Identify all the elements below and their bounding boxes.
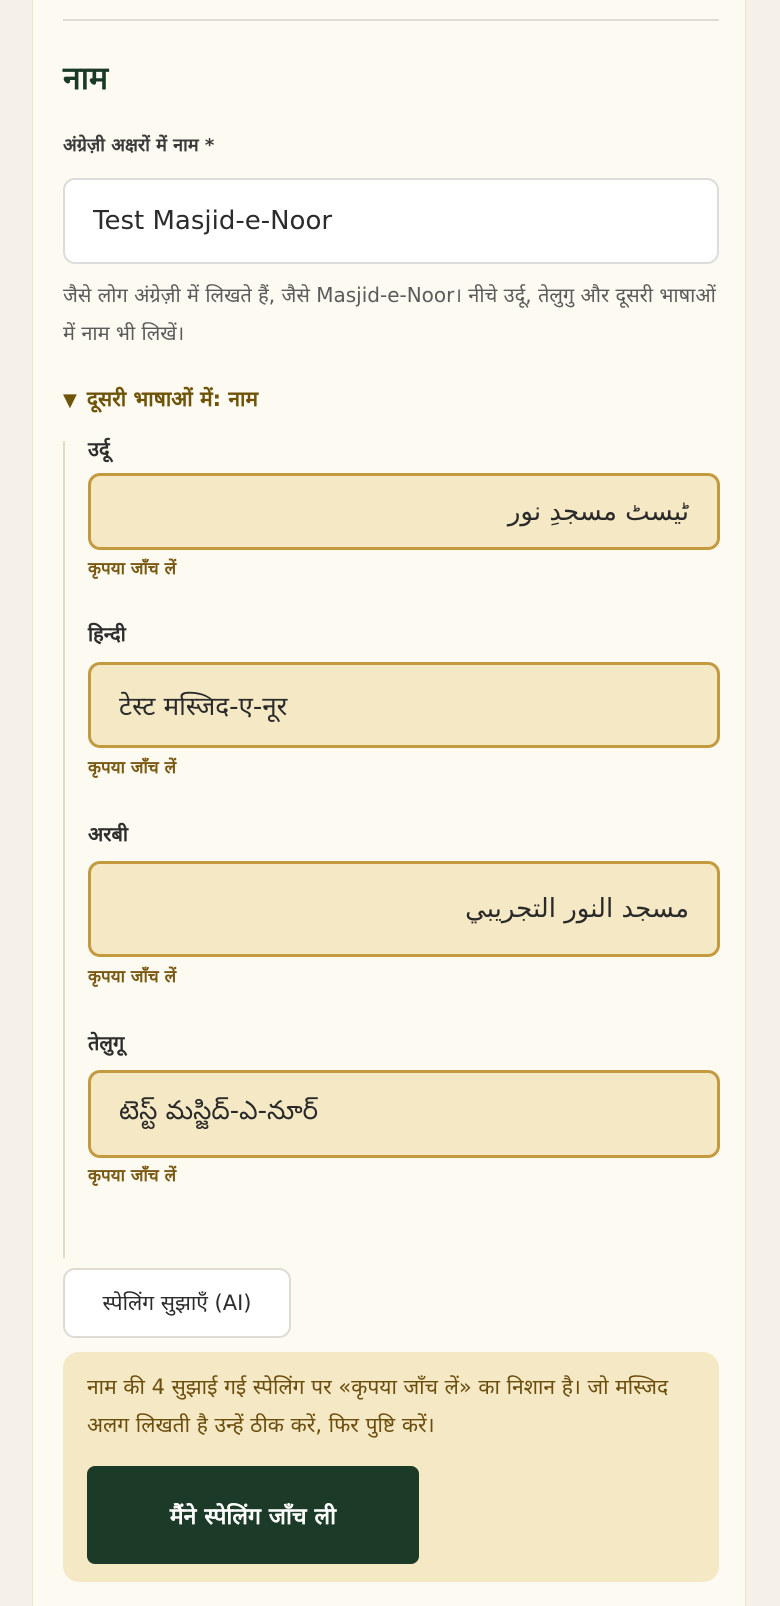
arabic-name-input[interactable] [88,861,720,957]
name-card [32,0,746,1606]
language-fields-group [63,441,65,1258]
other-languages-toggle[interactable] [63,386,258,414]
arabic-label: अरबी [88,822,129,846]
spelling-check-notice-text: नाम की 4 सुझाई गई स्पेलिंग पर «कृपया जाँच लें» का निशान है। जो मस्जिद अलग लिखती है उन्हें ठीक करें, फिर पुष्टि करें। [87,1375,669,1437]
telugu-label: तेलुगू [88,1031,125,1055]
suggest-spelling-button[interactable]: स्पेलिंग सुझाएँ (AI) [63,1268,291,1338]
telugu-name-input[interactable] [88,1070,720,1158]
hindi-label: हिन्दी [88,622,126,646]
urdu-check-note: कृपया जाँच लें [88,559,177,579]
confirm-spelling-button[interactable]: मैंने स्पेलिंग जाँच ली [87,1466,419,1564]
urdu-label: उर्दू [88,437,110,461]
english-name-input[interactable] [63,178,719,264]
hindi-check-note: कृपया जाँच लें [88,758,177,778]
section-divider [63,19,719,21]
english-name-help-text: जैसे लोग अंग्रेज़ी में लिखते हैं, जैसे Masjid-e-Noor। नीचे उर्दू, तेलुगु और दूसरी भाषाओं में नाम भी लिखें। [63,283,716,345]
english-name-label: अंग्रेज़ी अक्षरों में नाम * [63,135,215,156]
section-title: नाम [63,59,109,97]
hindi-name-input[interactable] [88,662,720,748]
caret-down-icon: ▼ [63,390,77,411]
urdu-name-input[interactable] [88,473,720,550]
spelling-check-notice [63,1352,719,1582]
arabic-check-note: कृपया जाँच लें [88,967,177,987]
other-languages-toggle-label: दूसरी भाषाओं में: नाम [86,387,259,411]
telugu-check-note: कृपया जाँच लें [88,1166,177,1186]
